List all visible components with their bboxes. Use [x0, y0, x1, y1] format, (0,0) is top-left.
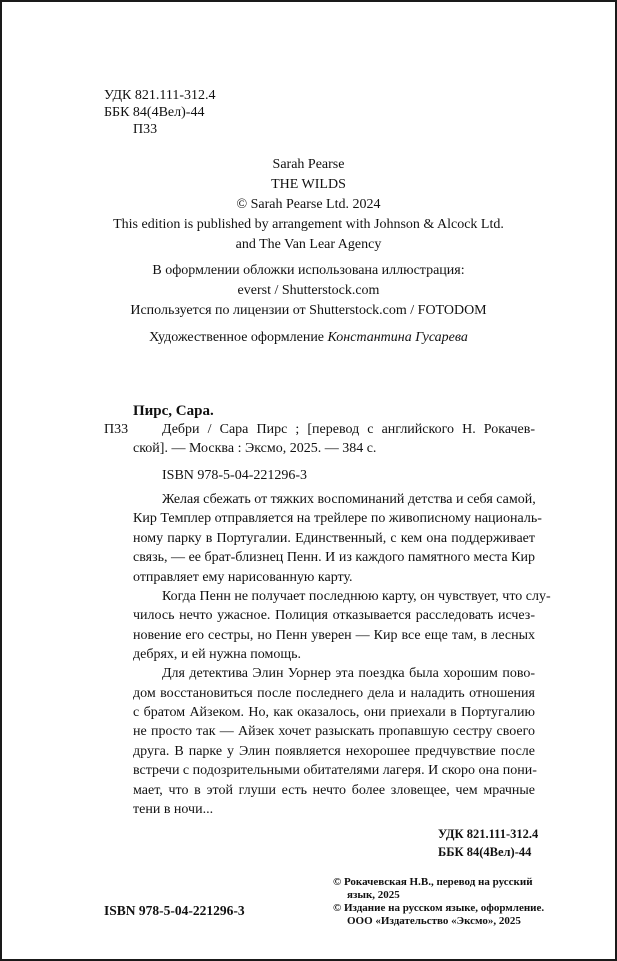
- annotation-line: с братом Айзеком. Но, как оказалось, они приехали в Португалию: [133, 705, 535, 720]
- original-title: THE WILDS: [271, 177, 346, 192]
- udk-code-top: УДК 821.111-312.4: [104, 88, 216, 103]
- annotation-line: Когда Пенн не получает последнюю карту, он чувствует, что слу-: [162, 589, 551, 604]
- annotation-line: дебрях, и ей нужна помощь.: [133, 647, 302, 662]
- cover-credits-block: [2, 261, 615, 321]
- bibliographic-author-heading: Пирс, Сара.: [133, 403, 214, 419]
- bibliographic-author-mark: П33: [104, 422, 129, 437]
- annotation-line: встречи с подозрительными обитателями лагеря. И скоро она пони-: [133, 763, 537, 778]
- cover-credit-line-1: В оформлении обложки использована иллюстрация:: [152, 263, 465, 278]
- annotation-line: мает, что в этой глуши есть нечто более зловещее, чем мрачные: [133, 783, 535, 798]
- edition-note-line-2: and The Van Lear Agency: [235, 237, 382, 252]
- bibliographic-isbn: ISBN 978-5-04-221296-3: [162, 468, 308, 483]
- original-author: Sarah Pearse: [272, 157, 345, 172]
- cover-credit-line-3: Используется по лицензии от Shutterstock.com / FOTODOM: [130, 303, 487, 318]
- annotation-line: ному парку в Португалии. Единственный, с кем она поддерживает: [133, 531, 535, 546]
- copyright-translation-line-2: язык, 2025: [347, 889, 400, 901]
- annotation-line: не просто так — Айзек хочет разыскать пропавшую сестру своего: [133, 724, 535, 739]
- annotation-line: тени в ночи...: [133, 802, 214, 817]
- copyright-edition-line-2: ООО «Издательство «Эксмо», 2025: [347, 915, 521, 927]
- design-credit: [2, 328, 615, 348]
- cover-credit-line-2: everst / Shutterstock.com: [237, 283, 380, 298]
- copyright-edition-line-1: © Издание на русском языке, оформление.: [333, 902, 545, 914]
- annotation-line: друга. В парке у Элин появляется нехорошее предчувствие после: [133, 744, 535, 759]
- design-credit-label: Художественное оформление: [149, 330, 328, 345]
- original-edition-block: [2, 155, 615, 255]
- bibliographic-description-line-2: ской]. — Москва : Эксмо, 2025. — 384 с.: [133, 441, 377, 456]
- udk-code-bottom: УДК 821.111-312.4: [438, 827, 539, 841]
- design-credit-name: Константина Гусарева: [327, 330, 468, 345]
- annotation-line: Для детектива Элин Уорнер эта поездка была хорошим пово-: [162, 666, 535, 681]
- bibliographic-description-line-1: Дебри / Сара Пирс ; [перевод с английского Н. Рокачев-: [162, 422, 535, 437]
- annotation-line: связь, — ее брат-близнец Пенн. И из каждого памятного места Кир: [133, 550, 535, 565]
- annotation-line: новение его сестры, но Пенн уверен — Кир все еще там, в лесных: [133, 628, 535, 643]
- bbk-code-bottom: ББК 84(4Вел)-44: [438, 845, 532, 859]
- annotation-line: дом восстановиться после последнего дела и наладить отношения: [133, 686, 535, 701]
- annotation-line: чилось нечто ужасное. Полиция отказывается расследовать исчез-: [133, 608, 535, 623]
- bbk-code-top: ББК 84(4Вел)-44: [104, 105, 205, 120]
- footer-isbn: ISBN 978-5-04-221296-3: [104, 903, 245, 918]
- annotation-line: Желая сбежать от тяжких воспоминаний детства и себя самой,: [162, 492, 536, 507]
- annotation-line: отправляет ему нарисованную карту.: [133, 570, 353, 585]
- original-copyright: © Sarah Pearse Ltd. 2024: [236, 197, 381, 212]
- author-mark-top: П33: [133, 122, 158, 137]
- edition-note-line-1: This edition is published by arrangement with Johnson & Alcock Ltd.: [113, 217, 504, 232]
- copyright-translation-line-1: © Рокачевская Н.В., перевод на русский: [333, 876, 533, 888]
- annotation-line: Кир Темплер отправляется на трейлере по живописному националь-: [133, 511, 542, 526]
